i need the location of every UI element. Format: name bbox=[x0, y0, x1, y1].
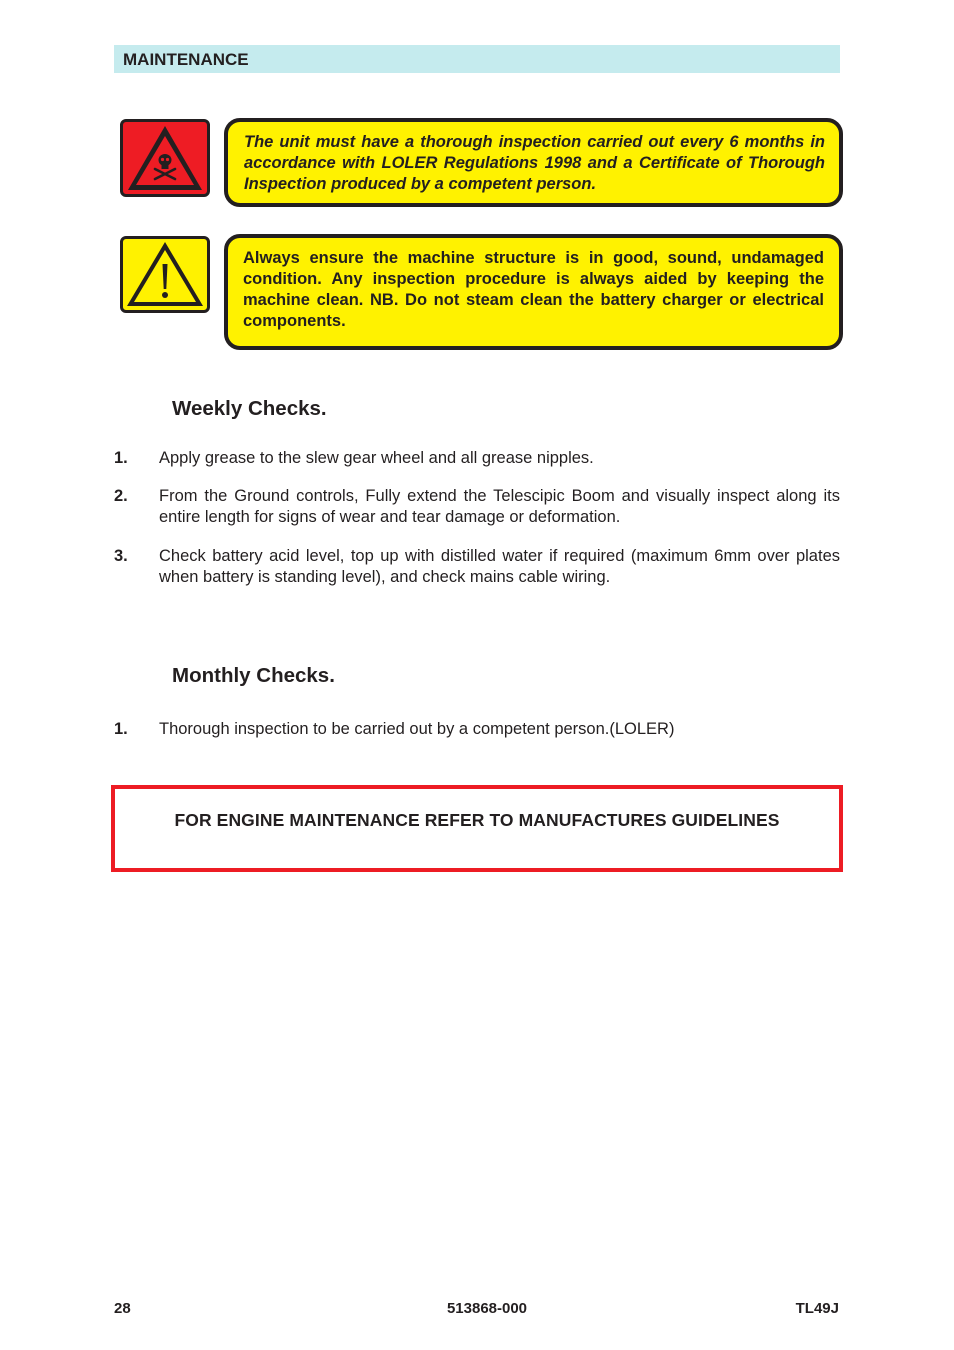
item-number: 1. bbox=[114, 720, 128, 738]
section-title: MAINTENANCE bbox=[123, 50, 249, 69]
weekly-checks-heading: Weekly Checks. bbox=[172, 397, 327, 420]
machine-condition-warning-text: Always ensure the machine structure is in good, sound, undamaged condition. Any inspection procedure is always aided by keeping the machine clean. NB. Do not steam clean the battery charger or electrical components. bbox=[243, 249, 824, 330]
loler-inspection-warning-text: The unit must have a thorough inspection carried out every 6 months in accordance with LOLER Regulations 1998 and a Certificate of Thorough Inspection produced by a competent person. bbox=[244, 133, 825, 193]
section-header-bar bbox=[114, 45, 840, 73]
item-text: Thorough inspection to be carried out by a competent person.(LOLER) bbox=[159, 720, 675, 738]
item-text: From the Ground controls, Fully extend the Telescipic Boom and visually inspect along its entire length for signs of wear and tear damage or deformation. bbox=[159, 487, 840, 526]
model-name: TL49J bbox=[795, 1300, 839, 1317]
machine-condition-warning bbox=[224, 234, 843, 350]
item-text: Apply grease to the slew gear wheel and all grease nipples. bbox=[159, 449, 594, 467]
engine-maintenance-notice-text: FOR ENGINE MAINTENANCE REFER TO MANUFACTURES GUIDELINES bbox=[174, 810, 780, 830]
skull-crossbones-icon bbox=[120, 119, 210, 197]
document-number: 513868-000 bbox=[446, 1300, 528, 1317]
item-number: 2. bbox=[114, 487, 128, 505]
engine-maintenance-notice bbox=[111, 785, 843, 872]
exclamation-warning-icon bbox=[120, 236, 210, 313]
loler-inspection-warning bbox=[224, 118, 843, 207]
page-number: 28 bbox=[114, 1300, 131, 1317]
item-number: 1. bbox=[114, 449, 128, 467]
monthly-checks-heading: Monthly Checks. bbox=[172, 664, 335, 687]
item-number: 3. bbox=[114, 547, 128, 565]
item-text: Check battery acid level, top up with distilled water if required (maximum 6mm over plates when battery is standing level), and check mains cable wiring. bbox=[159, 547, 840, 586]
